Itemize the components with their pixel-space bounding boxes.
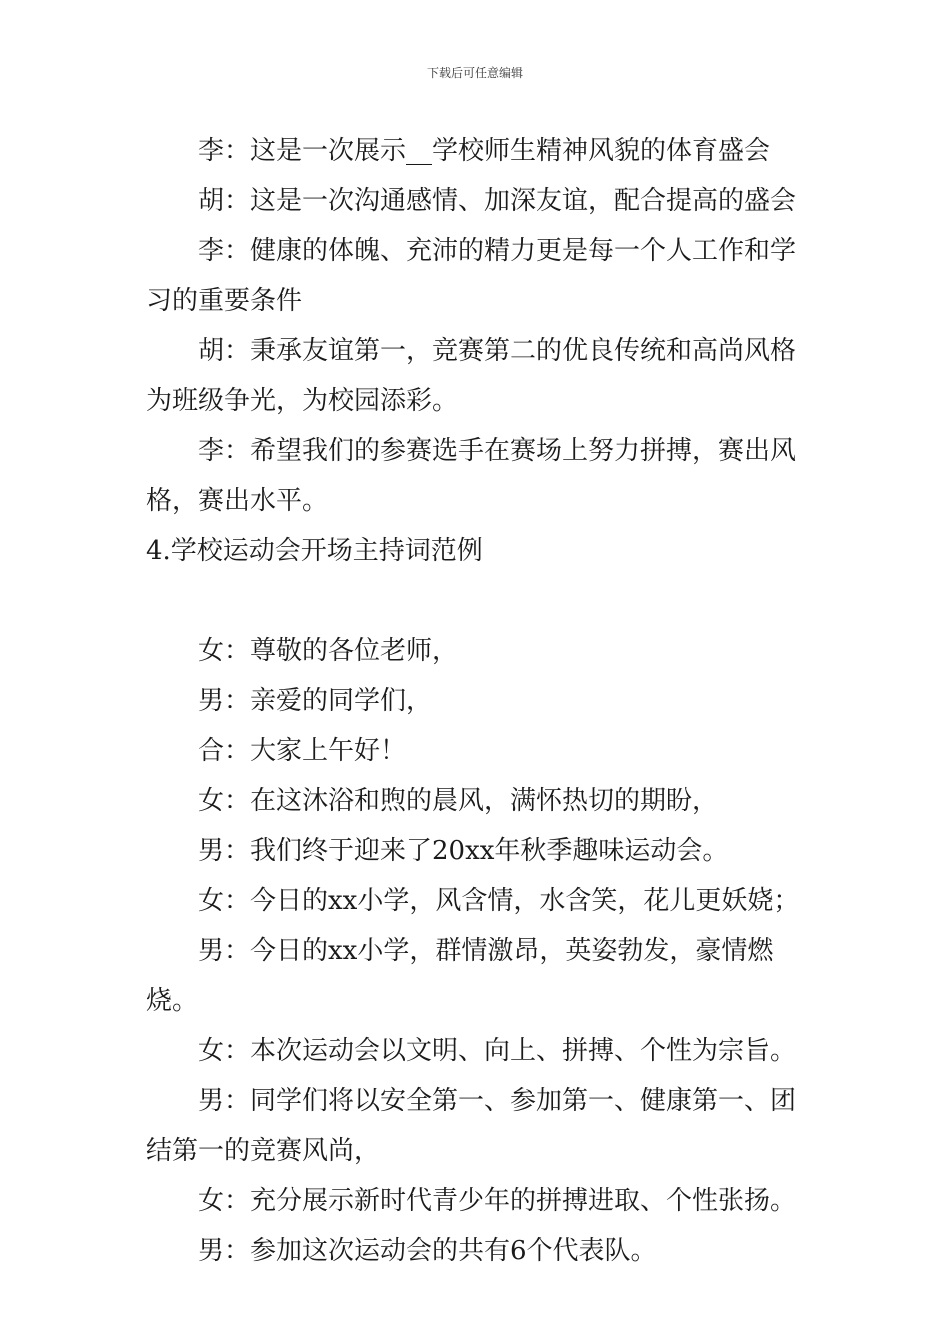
dialogue-line: 女：今日的xx小学，风含情，水含笑，花儿更妖娆；: [198, 886, 800, 916]
dialogue-line: 男：同学们将以安全第一、参加第一、健康第一、团结第一的竞赛风尚，: [146, 1086, 797, 1166]
dialogue-line: 男：亲爱的同学们，: [198, 686, 433, 716]
blank-line: [146, 576, 810, 626]
dialogue-line: 女：本次运动会以文明、向上、拼搏、个性为宗旨。: [198, 1036, 797, 1066]
dialogue-line: 男：参加这次运动会的共有6个代表队。: [198, 1236, 657, 1266]
dialogue-line: 胡：秉承友谊第一，竞赛第二的优良传统和高尚风格为班级争光，为校园添彩。: [146, 336, 797, 416]
dialogue-line: 李：健康的体魄、充沛的精力更是每一个人工作和学习的重要条件: [146, 236, 797, 316]
dialogue-line: 李：希望我们的参赛选手在赛场上努力拼搏，赛出风格，赛出水平。: [146, 436, 797, 516]
dialogue-line: 女：充分展示新时代青少年的拼搏进取、个性张扬。: [198, 1186, 797, 1216]
section-heading: 4.学校运动会开场主持词范例: [146, 536, 483, 566]
dialogue-line: 女：尊敬的各位老师，: [198, 636, 459, 666]
dialogue-line: 合：大家上午好！: [198, 736, 407, 766]
document-body: [146, 126, 810, 1276]
dialogue-line: 男：今日的xx小学，群情激昂，英姿勃发，豪情燃烧。: [146, 936, 774, 1016]
page-header: 下载后可任意编辑: [426, 66, 523, 80]
dialogue-line: 胡：这是一次沟通感情、加深友谊，配合提高的盛会: [198, 186, 797, 216]
dialogue-line: 李：这是一次展示__学校师生精神风貌的体育盛会: [198, 136, 771, 166]
dialogue-line: 男：我们终于迎来了20xx年秋季趣味运动会。: [198, 836, 729, 866]
dialogue-line: 女：在这沐浴和煦的晨风，满怀热切的期盼，: [198, 786, 719, 816]
